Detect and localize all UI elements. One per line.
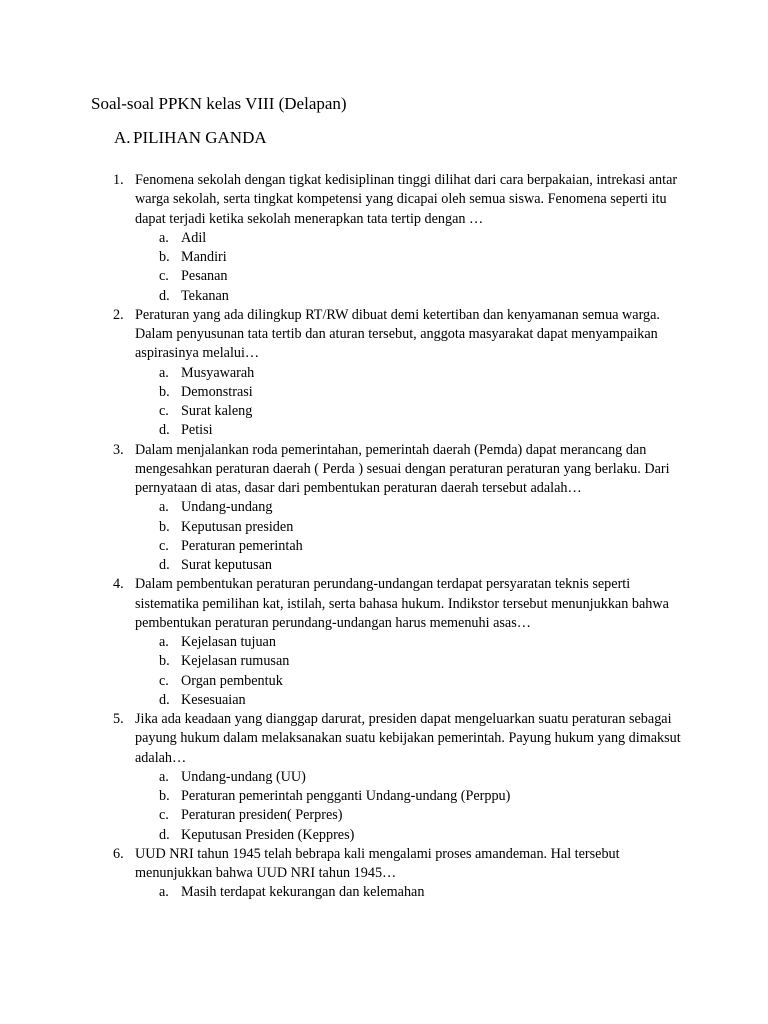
option-letter: b.: [159, 383, 170, 400]
section-heading: [114, 127, 267, 149]
option-letter: a.: [159, 229, 169, 246]
answer-option: [135, 267, 683, 286]
answer-option: [135, 498, 683, 517]
question-number: 4.: [113, 576, 124, 593]
option-text: Kejelasan tujuan: [181, 634, 276, 650]
answer-option: [135, 287, 683, 306]
option-list: [135, 498, 683, 575]
answer-option: [135, 883, 683, 902]
answer-option: [135, 537, 683, 556]
option-letter: c.: [159, 268, 169, 285]
answer-option: [135, 364, 683, 383]
section-label: PILIHAN GANDA: [133, 128, 267, 147]
answer-option: [135, 806, 683, 825]
option-letter: b.: [159, 653, 170, 670]
option-list: [135, 364, 683, 441]
question-text: Peraturan yang ada dilingkup RT/RW dibuat demi ketertiban dan kenyamanan semua warga. Dalam penyusunan tata tertib dan aturan tersebut, anggota masyarakat dapat menyampaikan aspirasinya melalui…: [135, 306, 660, 362]
option-list: [135, 883, 683, 902]
option-letter: d.: [159, 557, 170, 573]
option-text: Undang-undang (UU): [181, 768, 306, 785]
option-letter: c.: [159, 403, 169, 419]
option-text: Mandiri: [181, 249, 227, 265]
option-text: Surat keputusan: [181, 557, 273, 573]
document-title: Soal-soal PPKN kelas VIII (Delapan): [91, 94, 347, 113]
answer-option: [135, 768, 683, 787]
answer-option: [135, 421, 683, 440]
answer-option: [135, 633, 683, 652]
answer-option: [135, 652, 683, 671]
option-letter: d.: [159, 287, 170, 304]
option-text: Adil: [181, 229, 207, 246]
option-text: Petisi: [181, 422, 213, 439]
option-text: Peraturan pemerintah: [181, 537, 303, 554]
option-text: Peraturan presiden( Perpres): [181, 807, 343, 824]
option-text: Kesesuaian: [181, 691, 246, 708]
question-text: Jika ada keadaan yang dianggap darurat, presiden dapat mengeluarkan suatu peraturan sebagai payung hukum dalam melaksanakan suatu kebijakan pemerintah. Payung hukum yang dimaksut adalah…: [135, 711, 681, 766]
question-number: 3.: [113, 441, 124, 458]
question-item: [0, 575, 683, 710]
option-letter: a.: [159, 884, 169, 901]
question-item: [0, 845, 683, 903]
question-number: 6.: [113, 845, 124, 862]
option-letter: c.: [159, 672, 169, 689]
answer-option: [135, 229, 683, 248]
answer-option: [135, 383, 683, 402]
option-text: Undang-undang: [181, 499, 273, 516]
option-letter: d.: [159, 826, 170, 843]
option-letter: d.: [159, 691, 170, 708]
question-item: [0, 441, 683, 576]
answer-option: [135, 826, 683, 845]
option-text: Peraturan pemerintah pengganti Undang-undang (Perppu): [181, 788, 511, 804]
option-letter: c.: [159, 537, 169, 554]
option-letter: a.: [159, 364, 169, 381]
option-text: Masih terdapat kekurangan dan kelemahan: [181, 884, 425, 901]
option-text: Pesanan: [181, 268, 228, 285]
question-number: 1.: [113, 172, 124, 188]
option-text: Musyawarah: [181, 364, 255, 381]
question-number: 5.: [113, 711, 124, 727]
option-letter: a.: [159, 768, 169, 785]
question-text: Fenomena sekolah dengan tigkat kedisiplinan tinggi dilihat dari cara berpakaian, intrekasi antar warga sekolah, serta tingkat kompetensi yang dicapai oleh semua siswa. Fenomena seperti itu dapat terjadi ketika sekolah menerapkan tata tertip dengan …: [135, 172, 678, 227]
answer-option: [135, 787, 683, 806]
section-letter: A.: [114, 128, 131, 147]
answer-option: [135, 402, 683, 421]
answer-option: [135, 248, 683, 267]
option-text: Keputusan presiden: [181, 518, 294, 535]
option-list: [135, 768, 683, 845]
answer-option: [135, 672, 683, 691]
question-text: UUD NRI tahun 1945 telah bebrapa kali mengalami proses amandeman. Hal tersebut menunjukkan bahwa UUD NRI tahun 1945…: [135, 845, 620, 881]
option-text: Keputusan Presiden (Keppres): [181, 826, 355, 843]
answer-option: [135, 556, 683, 575]
question-item: [0, 171, 683, 306]
question-number: 2.: [113, 306, 124, 323]
option-letter: a.: [159, 499, 169, 516]
answer-option: [135, 518, 683, 537]
question-item: [0, 710, 683, 845]
option-text: Kejelasan rumusan: [181, 653, 290, 670]
answer-option: [135, 691, 683, 710]
option-letter: d.: [159, 422, 170, 439]
option-letter: a.: [159, 634, 169, 650]
option-text: Organ pembentuk: [181, 672, 283, 689]
option-letter: b.: [159, 249, 170, 265]
option-text: Demonstrasi: [181, 383, 253, 400]
option-list: [135, 633, 683, 710]
question-item: [0, 306, 683, 441]
option-text: Surat kaleng: [181, 403, 253, 419]
option-letter: b.: [159, 518, 170, 535]
option-letter: b.: [159, 788, 170, 804]
question-text: Dalam pembentukan peraturan perundang-undangan terdapat persyaratan teknis seperti sistematika pemilihan kat, istilah, serta bahasa hukum. Indikstor tersebut menunjukkan bahwa pembentukan peraturan perundang-undangan harus memenuhi asas…: [135, 576, 669, 631]
question-text: Dalam menjalankan roda pemerintahan, pemerintah daerah (Pemda) dapat merancang dan mengesahkan peraturan daerah ( Perda ) sesuai dengan peraturan peraturan yang berlaku. Dari pernyataan di atas, dasar dari pembentukan peraturan daerah tersebut adalah…: [135, 441, 670, 496]
option-letter: c.: [159, 807, 169, 824]
question-list: [0, 171, 768, 903]
option-text: Tekanan: [181, 287, 229, 304]
option-list: [135, 229, 683, 306]
